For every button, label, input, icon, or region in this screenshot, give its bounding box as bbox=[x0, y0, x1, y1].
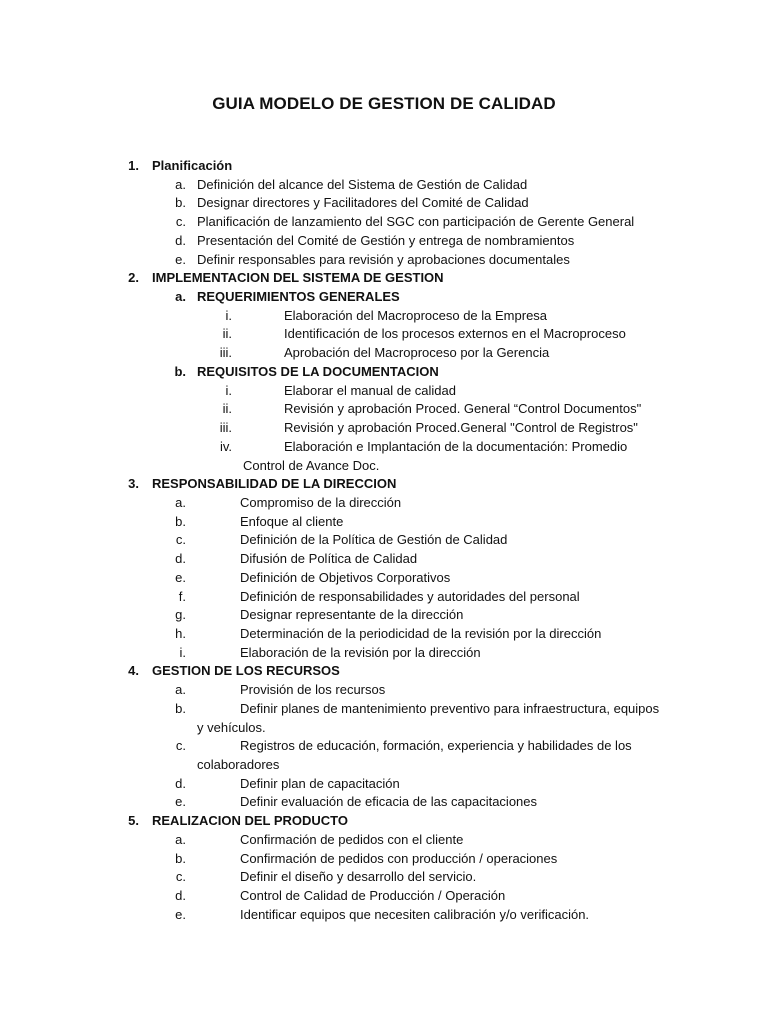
list-item bbox=[0, 569, 768, 588]
item-continuation-text: colaboradores bbox=[197, 757, 280, 773]
item-marker: c. bbox=[175, 738, 186, 754]
item-marker: d. bbox=[175, 232, 186, 248]
list-item bbox=[0, 382, 768, 401]
item-text: Definir planes de mantenimiento preventivo para infraestructura, equipos bbox=[240, 700, 660, 716]
item-text: Designar representante de la dirección bbox=[240, 607, 464, 623]
item-marker: f. bbox=[178, 588, 186, 604]
subsection-heading-text: REQUISITOS DE LA DOCUMENTACION bbox=[197, 363, 439, 379]
item-marker: a. bbox=[175, 831, 186, 847]
section-heading bbox=[0, 269, 768, 288]
item-text: Compromiso de la dirección bbox=[240, 494, 402, 510]
item-marker: e. bbox=[175, 906, 186, 922]
item-marker: i. bbox=[179, 644, 186, 660]
item-text: Definición de Objetivos Corporativos bbox=[240, 569, 451, 585]
item-text: Elaboración de la revisión por la dirección bbox=[240, 644, 481, 660]
item-text: Determinación de la periodicidad de la revisión por la dirección bbox=[240, 626, 602, 641]
subsection-heading bbox=[0, 288, 768, 307]
item-text: Aprobación del Macroproceso por la Gerencia bbox=[284, 345, 550, 361]
item-text: Definición de responsabilidades y autoridades del personal bbox=[240, 588, 580, 604]
section-heading bbox=[0, 662, 768, 681]
subsection-marker: b. bbox=[174, 363, 186, 379]
item-text: Definición del alcance del Sistema de Gestión de Calidad bbox=[197, 176, 528, 192]
section-heading-text: REALIZACION DEL PRODUCTO bbox=[152, 813, 348, 829]
list-item bbox=[0, 850, 768, 869]
subsection-marker: a. bbox=[175, 289, 186, 305]
item-continuation-text: y vehículos. bbox=[197, 719, 266, 735]
subsection-heading-text: REQUERIMIENTOS GENERALES bbox=[197, 289, 400, 305]
item-marker: g. bbox=[175, 607, 186, 623]
list-item bbox=[0, 625, 768, 644]
list-item bbox=[0, 307, 768, 326]
item-continuation-text: Control de Avance Doc. bbox=[243, 457, 380, 473]
list-item bbox=[0, 700, 768, 719]
item-text: Enfoque al cliente bbox=[240, 513, 344, 529]
item-marker: d. bbox=[175, 551, 186, 567]
item-marker: d. bbox=[175, 775, 186, 791]
list-item bbox=[0, 419, 768, 438]
item-text: Definición de la Política de Gestión de Calidad bbox=[240, 532, 508, 548]
item-text: Elaboración e Implantación de la documentación: Promedio bbox=[284, 438, 628, 454]
item-marker: i. bbox=[225, 382, 232, 398]
item-marker: iii. bbox=[219, 420, 232, 436]
list-item bbox=[0, 737, 768, 756]
list-item bbox=[0, 793, 768, 812]
item-text: Definir el diseño y desarrollo del servicio. bbox=[240, 869, 477, 885]
item-text: Designar directores y Facilitadores del Comité de Calidad bbox=[197, 195, 529, 211]
list-item bbox=[0, 588, 768, 607]
section-heading-text: IMPLEMENTACION DEL SISTEMA DE GESTION bbox=[152, 270, 444, 286]
item-marker: e. bbox=[175, 794, 186, 810]
item-text: Registros de educación, formación, experiencia y habilidades de los bbox=[240, 738, 632, 754]
item-marker: e. bbox=[175, 569, 186, 585]
item-marker: ii. bbox=[222, 401, 232, 417]
item-text: Revisión y aprobación Proced. General “Control Documentos" bbox=[284, 401, 642, 417]
section-number: 4. bbox=[128, 663, 139, 679]
list-item-continuation bbox=[0, 756, 768, 775]
item-text: Presentación del Comité de Gestión y entrega de nombramientos bbox=[197, 232, 575, 248]
section-heading bbox=[0, 475, 768, 494]
item-text: Provisión de los recursos bbox=[240, 682, 386, 698]
list-item bbox=[0, 232, 768, 251]
list-item bbox=[0, 400, 768, 419]
list-item bbox=[0, 438, 768, 457]
list-item bbox=[0, 906, 768, 925]
item-marker: i. bbox=[225, 307, 232, 323]
list-item bbox=[0, 494, 768, 513]
list-item bbox=[0, 868, 768, 887]
section-heading-text: GESTION DE LOS RECURSOS bbox=[152, 663, 340, 679]
item-text: Definir responsables para revisión y aprobaciones documentales bbox=[197, 251, 570, 267]
section-heading bbox=[0, 812, 768, 831]
subsection-heading bbox=[0, 363, 768, 382]
list-item bbox=[0, 176, 768, 195]
section-heading-text: RESPONSABILIDAD DE LA DIRECCION bbox=[152, 476, 397, 492]
item-text: Identificar equipos que necesiten calibración y/o verificación. bbox=[240, 906, 590, 922]
item-marker: a. bbox=[175, 176, 186, 192]
item-marker: c. bbox=[175, 532, 186, 548]
list-item bbox=[0, 531, 768, 550]
item-text: Control de Calidad de Producción / Operación bbox=[240, 888, 506, 904]
item-marker: e. bbox=[175, 251, 186, 267]
item-marker: d. bbox=[175, 888, 186, 904]
item-text: Definir evaluación de eficacia de las capacitaciones bbox=[240, 794, 538, 810]
list-item bbox=[0, 251, 768, 270]
item-marker: iv. bbox=[219, 438, 232, 454]
item-text: Identificación de los procesos externos en el Macroproceso bbox=[284, 326, 626, 342]
item-marker: c. bbox=[175, 869, 186, 885]
section-number: 3. bbox=[128, 476, 139, 492]
item-text: Elaborar el manual de calidad bbox=[284, 382, 456, 398]
section-number: 5. bbox=[128, 813, 139, 829]
list-item bbox=[0, 831, 768, 850]
list-item bbox=[0, 550, 768, 569]
item-text: Planificación de lanzamiento del SGC con participación de Gerente General bbox=[197, 214, 635, 230]
list-item bbox=[0, 775, 768, 794]
section-heading-text: Planificación bbox=[152, 158, 233, 173]
item-marker: b. bbox=[175, 850, 186, 866]
list-item bbox=[0, 606, 768, 625]
list-item bbox=[0, 194, 768, 213]
list-item bbox=[0, 325, 768, 344]
item-text: Confirmación de pedidos con el cliente bbox=[240, 831, 464, 847]
list-item bbox=[0, 513, 768, 532]
item-text: Difusión de Política de Calidad bbox=[240, 551, 418, 567]
section-heading bbox=[0, 157, 768, 176]
item-marker: b. bbox=[175, 513, 186, 529]
item-marker: b. bbox=[175, 195, 186, 211]
list-item-continuation bbox=[0, 719, 768, 738]
list-item bbox=[0, 644, 768, 663]
item-marker: ii. bbox=[222, 326, 232, 342]
item-marker: c. bbox=[175, 214, 186, 230]
item-text: Revisión y aprobación Proced.General "Control de Registros" bbox=[284, 420, 638, 436]
section-number: 1. bbox=[128, 158, 139, 173]
document-title: GUIA MODELO DE GESTION DE CALIDAD bbox=[212, 94, 556, 113]
item-text: Confirmación de pedidos con producción / operaciones bbox=[240, 850, 558, 866]
list-item bbox=[0, 344, 768, 363]
item-marker: a. bbox=[175, 494, 186, 510]
list-item bbox=[0, 213, 768, 232]
item-text: Definir plan de capacitación bbox=[240, 775, 400, 791]
item-marker: a. bbox=[175, 682, 186, 698]
list-item bbox=[0, 887, 768, 906]
item-text: Elaboración del Macroproceso de la Empresa bbox=[284, 307, 548, 323]
list-item bbox=[0, 681, 768, 700]
item-marker: h. bbox=[175, 626, 186, 641]
item-marker: iii. bbox=[219, 345, 232, 361]
item-marker: b. bbox=[175, 700, 186, 716]
section-number: 2. bbox=[128, 270, 139, 286]
list-item-continuation bbox=[0, 457, 768, 476]
